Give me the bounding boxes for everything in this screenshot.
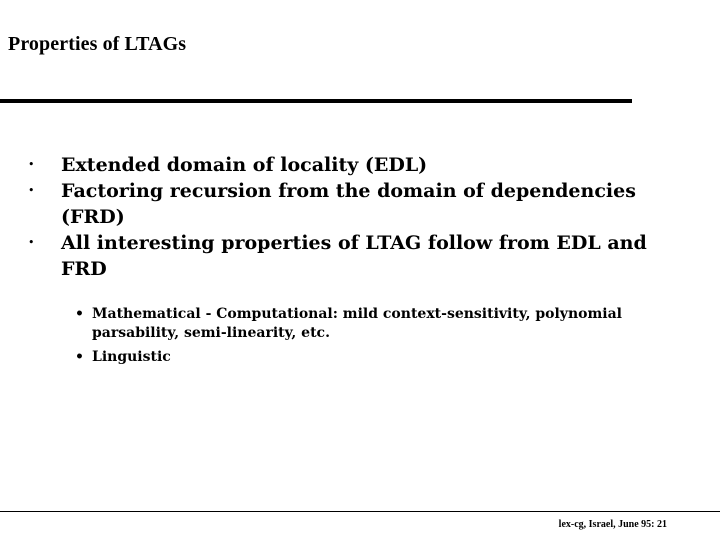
bullet-item-frd bbox=[28, 178, 668, 230]
bullet-item-properties bbox=[28, 230, 668, 282]
bullet-marker: • bbox=[28, 236, 35, 249]
slide-title: Properties of LTAGs bbox=[8, 33, 187, 55]
bullet-text: Factoring recursion from the domain of dependencies (FRD) bbox=[61, 180, 636, 228]
slide-footer: lex-cg, Israel, June 95: 21 bbox=[558, 519, 667, 530]
title-divider bbox=[0, 99, 632, 103]
main-bullet-list bbox=[28, 152, 668, 282]
footer-divider bbox=[0, 511, 720, 512]
bullet-marker: • bbox=[28, 158, 35, 171]
sub-bullet-marker: • bbox=[75, 349, 84, 365]
sub-bullet-list bbox=[75, 305, 675, 372]
bullet-marker: • bbox=[28, 184, 35, 197]
bullet-item-edl bbox=[28, 152, 668, 178]
bullet-text: Extended domain of locality (EDL) bbox=[61, 154, 428, 176]
bullet-text: All interesting properties of LTAG follow from EDL and FRD bbox=[61, 232, 647, 280]
sub-bullet-text: Mathematical - Computational: mild context-sensitivity, polynomial parsability, semi-linearity, etc. bbox=[92, 306, 622, 341]
sub-bullet-marker: • bbox=[75, 306, 84, 322]
sub-bullet-mathematical bbox=[75, 305, 675, 343]
sub-bullet-text: Linguistic bbox=[92, 349, 171, 365]
sub-bullet-linguistic bbox=[75, 348, 675, 367]
